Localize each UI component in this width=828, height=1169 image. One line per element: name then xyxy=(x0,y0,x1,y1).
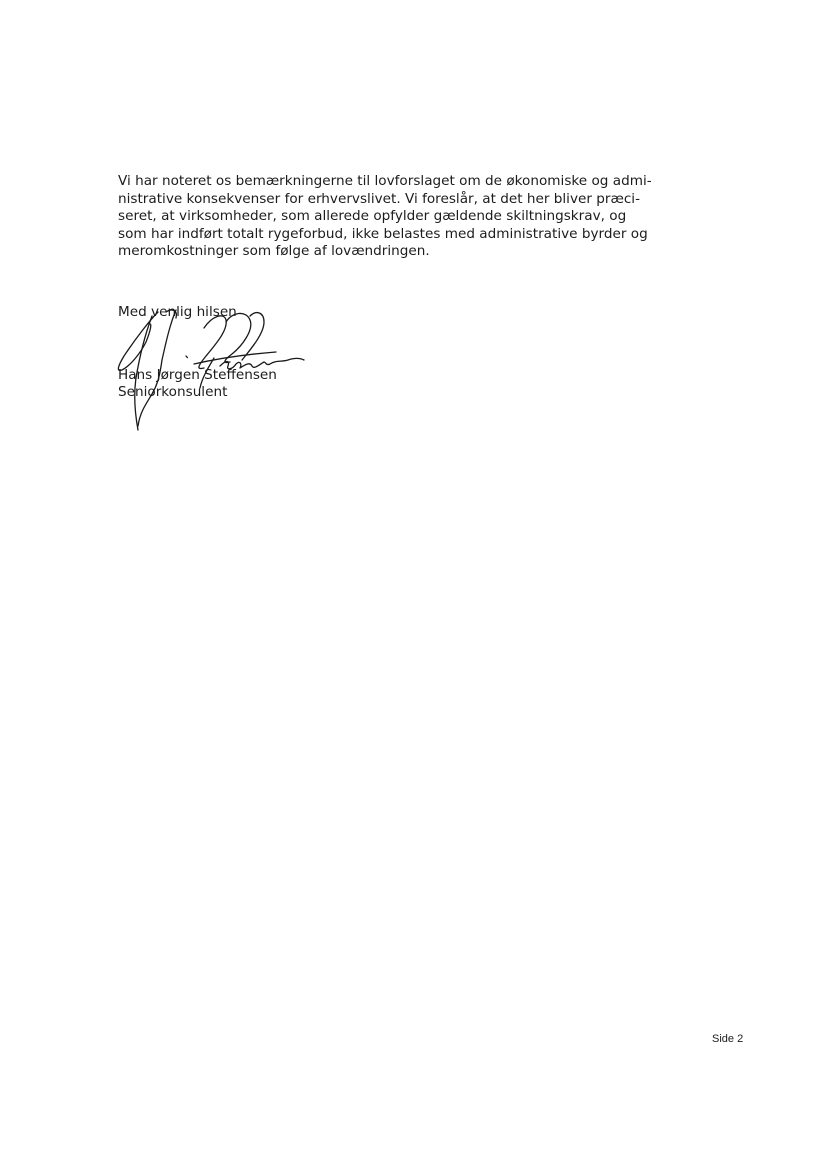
body-line: som har indført totalt rygeforbud, ikke belastes med administrative byrder og xyxy=(118,225,648,242)
body-line: nistrative konsekvenser for erhvervslivet. Vi foreslår, at det her bliver præci- xyxy=(118,190,640,207)
page-number: Side 2 xyxy=(712,1033,744,1045)
signer-name: Hans Jørgen Steffensen xyxy=(118,367,277,383)
body-paragraph xyxy=(118,173,678,261)
body-line: meromkostninger som følge af lovændringen. xyxy=(118,243,430,259)
signer-title: Seniorkonsulent xyxy=(118,384,228,400)
body-line: Vi har noteret os bemærkningerne til lovforslaget om de økonomiske og admi- xyxy=(118,173,652,189)
handwritten-signature xyxy=(100,298,310,436)
body-line: seret, at virksomheder, som allerede opfylder gældende skiltningskrav, og xyxy=(118,208,627,224)
closing-salutation: Med venlig hilsen xyxy=(118,304,237,320)
